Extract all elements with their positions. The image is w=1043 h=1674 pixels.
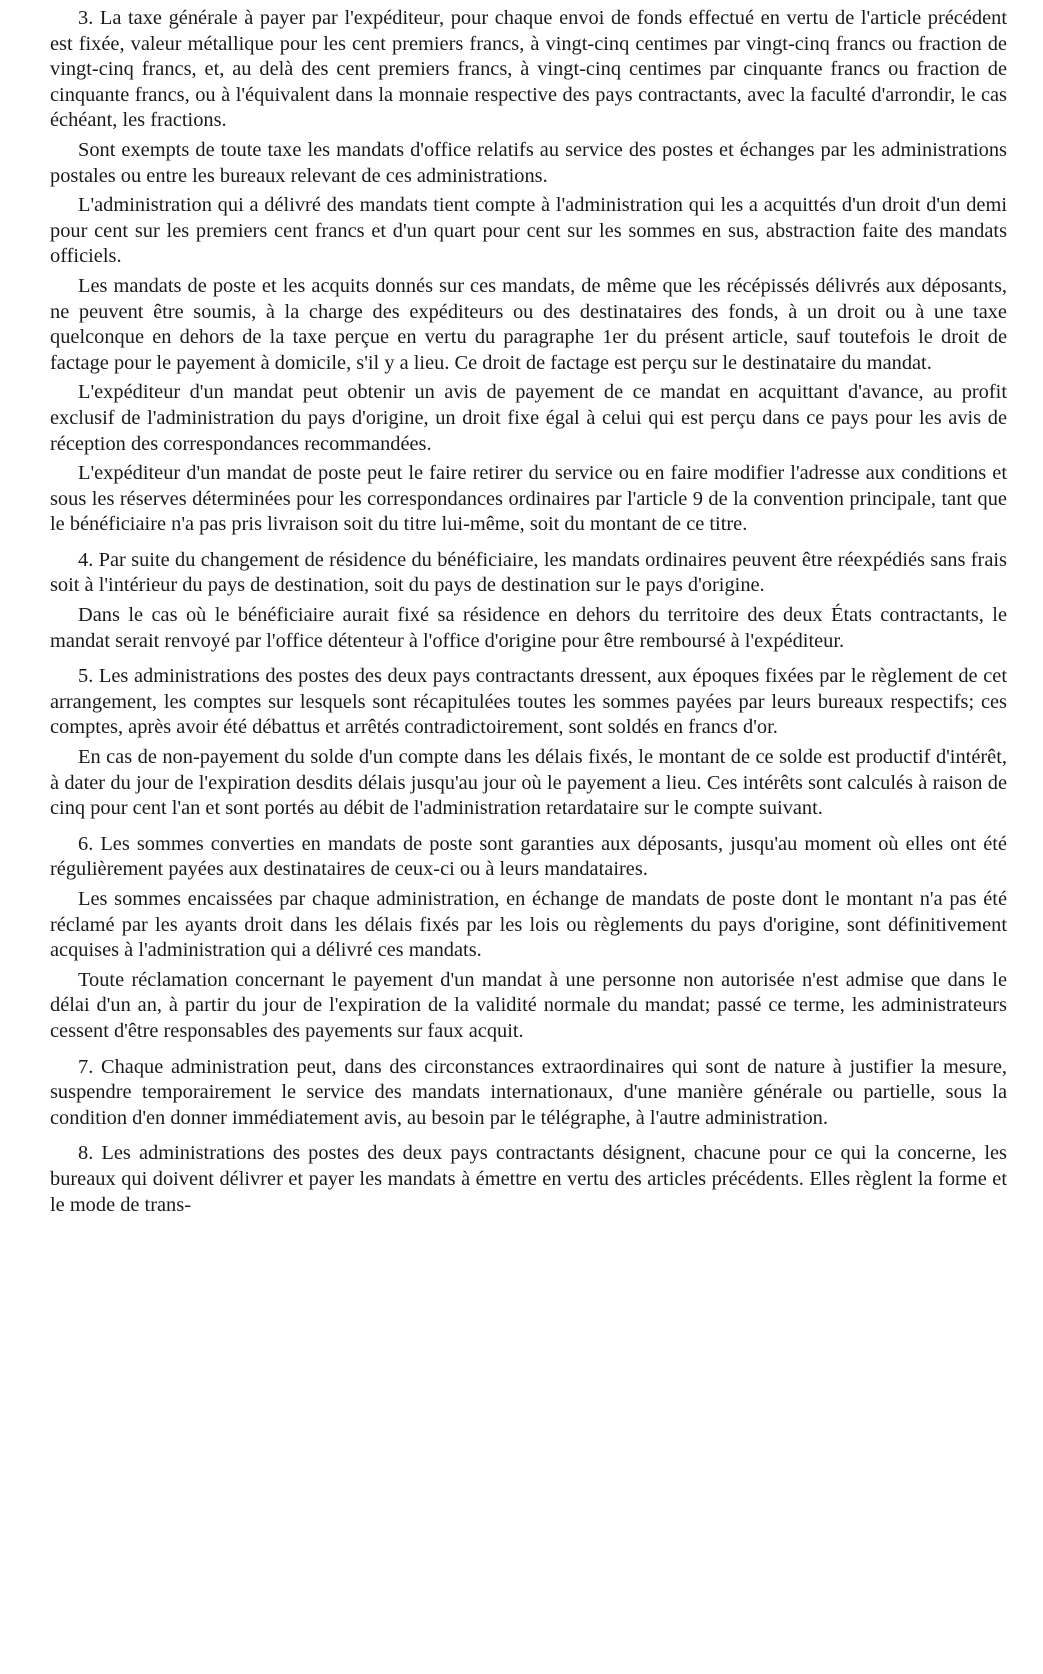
document-body <box>50 6 1007 1218</box>
paragraph: L'administration qui a délivré des mandats tient compte à l'administration qui les a acquittés d'un droit d'un demi pour cent sur les premiers cent francs et d'un quart pour cent sur les sommes en sus, abstraction faite des mandats officiels. <box>50 194 1007 268</box>
paragraph: 7. Chaque administration peut, dans des circonstances extraordinaires qui sont de nature à justifier la mesure, suspendre temporairement le service des mandats internationaux, d'une manière générale ou partielle, sous la condition d'en donner immédiatement avis, au besoin par le télégraphe, à l'autre administration. <box>50 1055 1007 1129</box>
paragraph: 8. Les administrations des postes des deux pays contractants désignent, chacune pour ce qui la concerne, les bureaux qui doivent délivrer et payer les mandats à émettre en vertu des articles précédents. Elles règlent la forme et le mode de trans- <box>50 1142 1007 1216</box>
paragraph: Les sommes encaissées par chaque administration, en échange de mandats de poste dont le montant n'a pas été réclamé par les ayants droit dans les délais fixés par les lois ou règlements du pays d'origine, sont définitivement acquises à l'administration qui a délivré ces mandats. <box>50 888 1007 962</box>
paragraph: En cas de non-payement du solde d'un compte dans les délais fixés, le montant de ce solde est productif d'intérêt, à dater du jour de l'expiration desdits délais jusqu'au jour où le payement a lieu. Ces intérêts sont calculés à raison de cinq pour cent l'an et sont portés au débit de l'administration retardataire sur le compte suivant. <box>50 746 1007 820</box>
paragraph: 5. Les administrations des postes des deux pays contractants dressent, aux époques fixées par le règlement de cet arrangement, les comptes sur lesquels sont récapitulées toutes les sommes payées par leurs bureaux respectifs; ces comptes, après avoir été débattus et arrêtés contradictoirement, sont soldés en francs d'or. <box>50 665 1007 739</box>
paragraph: L'expéditeur d'un mandat de poste peut le faire retirer du service ou en faire modifier l'adresse aux conditions et sous les réserves déterminées pour les correspondances ordinaires par l'article 9 de la convention principale, tant que le bénéficiaire n'a pas pris livraison soit du titre lui-même, soit du montant de ce titre. <box>50 462 1007 536</box>
paragraph: Sont exempts de toute taxe les mandats d'office relatifs au service des postes et échanges par les administrations postales ou entre les bureaux relevant de ces administrations. <box>50 138 1007 187</box>
paragraph: 6. Les sommes converties en mandats de poste sont garanties aux déposants, jusqu'au moment où elles ont été régulièrement payées aux destinataires de ceux-ci ou à leurs mandataires. <box>50 832 1007 881</box>
paragraph: 4. Par suite du changement de résidence du bénéficiaire, les mandats ordinaires peuvent être réexpédiés sans frais soit à l'intérieur du pays de destination, soit du pays de destination sur le pays d'origine. <box>50 548 1007 597</box>
paragraph: Dans le cas où le bénéficiaire aurait fixé sa résidence en dehors du territoire des deux États contractants, le mandat serait renvoyé par l'office détenteur à l'office d'origine pour être remboursé à l'expéditeur. <box>50 604 1007 652</box>
paragraph: Toute réclamation concernant le payement d'un mandat à une personne non autorisée n'est admise que dans le délai d'un an, à partir du jour de l'expiration de la validité normale du mandat; passé ce terme, les administrateurs cessent d'être responsables des payements sur faux acquit. <box>50 968 1007 1042</box>
paragraph: 3. La taxe générale à payer par l'expéditeur, pour chaque envoi de fonds effectué en vertu de l'article précédent est fixée, valeur métallique pour les cent premiers francs, à vingt-cinq centimes par vingt-cinq francs ou fraction de vingt-cinq francs, et, au delà des cent premiers francs, à vingt-cinq centimes par cinquante francs ou fraction de cinquante francs, ou à l'équivalent dans la monnaie respective des pays contractants, avec la faculté d'arrondir, le cas échéant, les fractions. <box>50 7 1007 132</box>
paragraph: Les mandats de poste et les acquits donnés sur ces mandats, de même que les récépissés délivrés aux déposants, ne peuvent être soumis, à la charge des expéditeurs ou des destinataires des fonds, à un droit ou à une taxe quelconque en dehors de la taxe perçue en vertu du paragraphe 1er du présent article, sauf toutefois le droit de factage pour le payement à domicile, s'il y a lieu. Ce droit de factage est perçu sur le destinataire du mandat. <box>50 274 1007 374</box>
paragraph: L'expéditeur d'un mandat peut obtenir un avis de payement de ce mandat en acquittant d'avance, au profit exclusif de l'administration du pays d'origine, un droit fixe égal à celui qui est perçu dans ce pays pour les avis de réception des correspondances recommandées. <box>50 381 1007 455</box>
